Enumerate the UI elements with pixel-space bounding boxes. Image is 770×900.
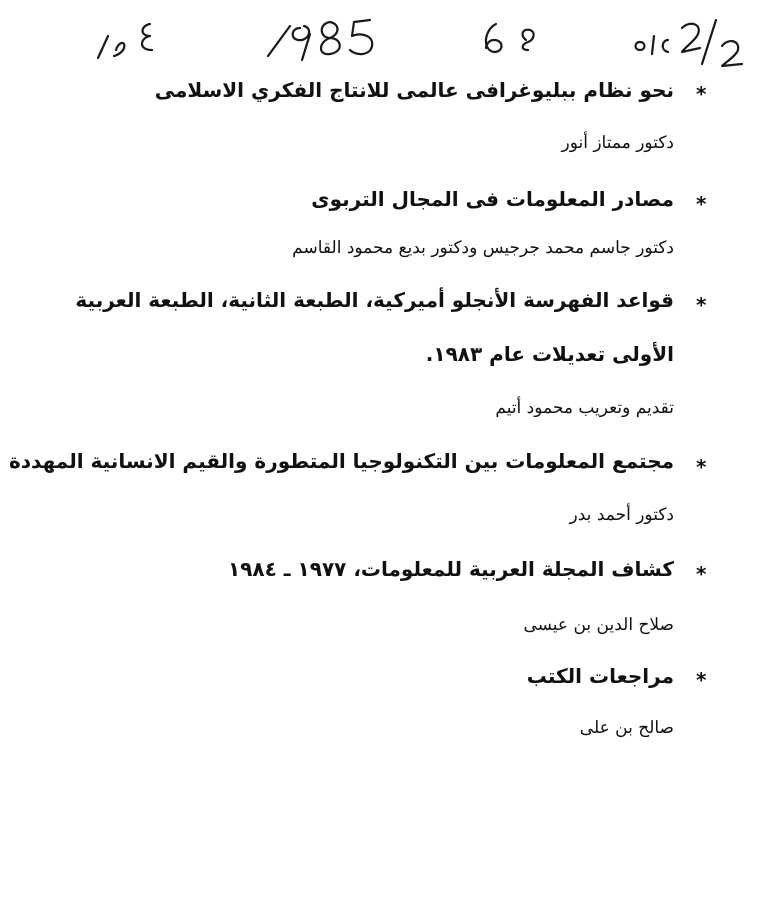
entry-title: نحو نظام ببليوغرافى عالمى للانتاج الفكري الاسلامى [154, 78, 674, 102]
bullet-marker: * [696, 668, 707, 692]
entry-author: دكتور جاسم محمد جرجيس ودكتور بديع محمود القاسم [292, 238, 674, 258]
entry-title: مصادر المعلومات فى المجال التربوى [311, 187, 674, 211]
entry-author: تقديم وتعريب محمود أتيم [495, 398, 674, 418]
bullet-marker: * [696, 293, 707, 317]
entry-author: صالح بن على [579, 718, 674, 738]
entry-title-continuation: الأولى تعديلات عام ١٩٨٣. [425, 342, 674, 366]
entry-title: كشاف المجلة العربية للمعلومات، ١٩٧٧ ـ ١٩٨٤ [227, 557, 674, 581]
entry-title: مراجعات الكتب [526, 664, 674, 688]
entry-author: صلاح الدين بن عيسى [523, 615, 674, 635]
entry-author: دكتور ممتاز أنور [561, 133, 674, 153]
handwriting-ink [0, 6, 770, 76]
bullet-marker: * [696, 562, 707, 586]
bullet-marker: * [696, 192, 707, 216]
entry-title: قواعد الفهرسة الأنجلو أميركية، الطبعة الثانية، الطبعة العربية [75, 288, 674, 312]
entry-title: مجتمع المعلومات بين التكنولوجيا المتطورة والقيم الانسانية المهددة [8, 449, 674, 473]
entry-author: دكتور أحمد بدر [569, 505, 674, 525]
handwritten-annotation [0, 6, 770, 76]
bullet-marker: * [696, 82, 707, 106]
bullet-marker: * [696, 455, 707, 479]
